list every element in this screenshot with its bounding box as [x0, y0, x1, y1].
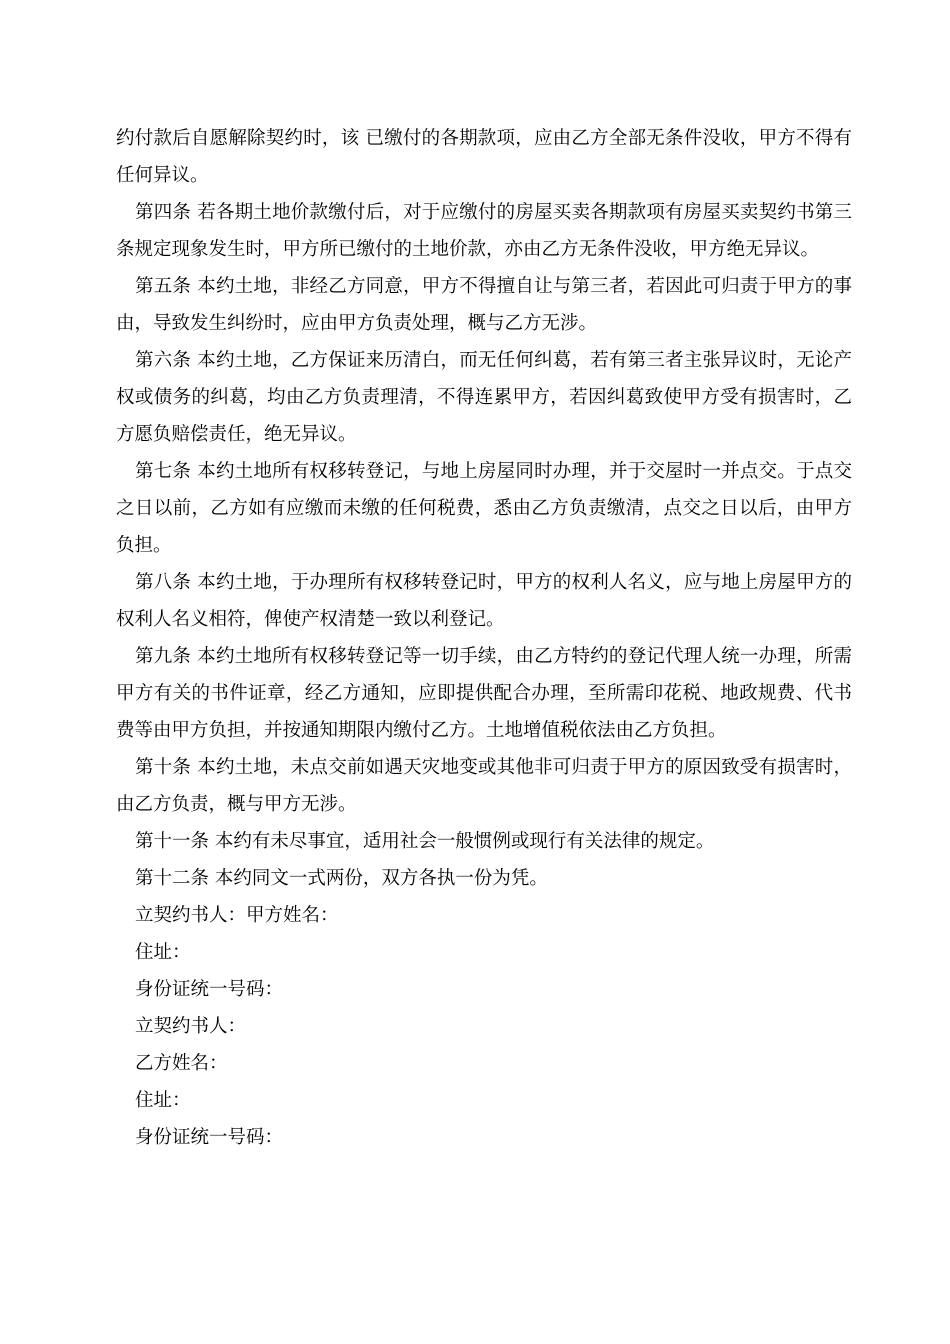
id-number-b-label: 身份证统一号码：	[135, 1127, 284, 1148]
address-b-label: 住址：	[135, 1090, 191, 1111]
article-11: 第十一条 本约有未尽事宜，适用社会一般惯例或现行有关法律的规定。	[135, 831, 715, 852]
document-body	[116, 120, 852, 1156]
article-5: 第五条 本约土地，非经乙方同意，甲方不得擅自让与第三者，若因此可归责于甲方的事由，导致发生纠纷时，应由甲方负责处理，概与乙方无涉。	[116, 276, 852, 334]
article-4: 第四条 若各期土地价款缴付后，对于应缴付的房屋买卖各期款项有房屋买卖契约书第三条规定现象发生时，甲方所已缴付的土地价款，亦由乙方无条件没收，甲方绝无异议。	[116, 202, 852, 260]
article-7: 第七条 本约土地所有权移转登记，与地上房屋同时办理，并于交屋时一并点交。于点交之日以前，乙方如有应缴而未缴的任何税费，悉由乙方负责缴清，点交之日以后，由甲方负担。	[116, 461, 852, 556]
article-9: 第九条 本约土地所有权移转登记等一切手续，由乙方特约的登记代理人统一办理，所需甲方有关的书件证章，经乙方通知，应即提供配合办理，至所需印花税、地政规费、代书费等由甲方负担，并按通知期限内缴付乙方。土地增值税依法由乙方负担。	[116, 646, 852, 741]
party-b-name-label: 乙方姓名：	[135, 1053, 228, 1074]
signatory-b-label: 立契约书人：	[135, 1016, 247, 1037]
signatory-a-label: 立契约书人：甲方姓名：	[135, 905, 339, 926]
article-10: 第十条 本约土地，未点交前如遇天灾地变或其他非可归责于甲方的原因致受有损害时，由乙方负责，概与甲方无涉。	[116, 757, 852, 815]
id-number-a-label: 身份证统一号码：	[135, 979, 284, 1000]
article-12: 第十二条 本约同文一式两份，双方各执一份为凭。	[135, 868, 548, 889]
article-8: 第八条 本约土地，于办理所有权移转登记时，甲方的权利人名义，应与地上房屋甲方的权利人名义相符，俾使产权清楚一致以利登记。	[116, 572, 852, 630]
address-a-label: 住址：	[135, 942, 191, 963]
article-6: 第六条 本约土地，乙方保证来历清白，而无任何纠葛，若有第三者主张异议时，无论产权或债务的纠葛，均由乙方负责理清，不得连累甲方，若因纠葛致使甲方受有损害时，乙方愿负赔偿责任，绝无异议。	[116, 350, 852, 445]
paragraph-continuation: 约付款后自愿解除契约时，该 已缴付的各期款项，应由乙方全部无条件没收，甲方不得有任何异议。	[116, 128, 852, 186]
